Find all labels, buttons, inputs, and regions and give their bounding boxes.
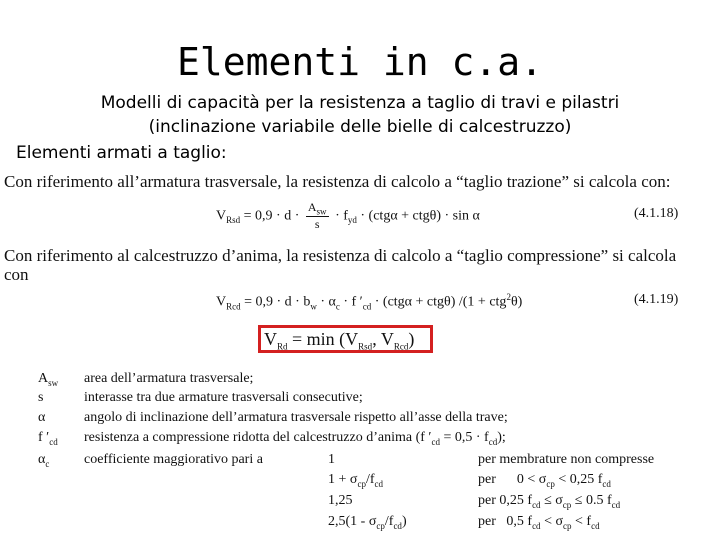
legend-desc-alphac: coefficiente maggiorativo pari a <box>84 452 263 467</box>
paragraph-compression-line-2: con <box>4 265 29 284</box>
alphac-value-1: 1 <box>328 452 335 467</box>
equation-number-2: (4.1.19) <box>634 292 679 307</box>
section-label: Elementi armati a taglio: <box>16 143 227 163</box>
alphac-condition-2: per $0 < \sigma_{cp} < 0,25$ $f_{cd}$ <box>478 472 611 489</box>
legend-desc-asw: area dell’armatura trasversale; <box>84 371 254 386</box>
page-title: Elementi in c.a. <box>176 40 544 84</box>
alphac-condition-2-prefix: per <box>478 472 496 487</box>
formula-vrd-min: $V_{Rd} = \min (V_{Rsd}$, $V_{Rcd}$) <box>264 329 415 352</box>
alphac-condition-3-prefix: per <box>478 493 496 508</box>
alphac-value-4: $2,5(1 - \sigma_{cp}/f_{cd})$ <box>328 514 407 531</box>
legend-symbol-alpha: α <box>38 410 46 425</box>
legend-desc-fcd: resistenza a compressione ridotta del calcestruzzo d’anima (f $'_{cd} = 0,5 \cdot f_{cd}$); <box>84 430 506 447</box>
legend-symbol-asw: $A_{sw}$ <box>38 371 59 388</box>
paragraph-tension: Con riferimento all’armatura trasversale, la resistenza di calcolo a “taglio trazione” si calcola con: <box>4 172 671 191</box>
formula-vrsd: $V_{Rsd} = 0,9 \cdot d$ · $\frac{A_{sw}}{s}$ · $f_{yd} \cdot (ctg\alpha + ctg\theta) \cdot \sin \alpha$ <box>216 200 480 232</box>
legend-symbol-s: s <box>38 390 44 405</box>
legend-symbol-alphac: $\alpha_c$ <box>38 452 50 469</box>
fraction-asw-s: $\frac{A_{sw}}{s}$ <box>307 200 327 232</box>
legend-desc-fcd-text: resistenza a compressione ridotta del calcestruzzo d’anima ( <box>84 430 421 445</box>
legend-symbol-fcd: f $'_{cd}$ <box>38 430 58 447</box>
alphac-condition-3: per 0,25 $f_{cd} \le \sigma_{cp} \le 0.5$ $f_{cd}$ <box>478 493 621 510</box>
alphac-value-2: $1 + \sigma_{cp}/f_{cd}$ <box>328 472 384 489</box>
subtitle-line-1: Modelli di capacità per la resistenza a taglio di travi e pilastri <box>100 93 620 113</box>
alphac-condition-4-prefix: per <box>478 514 496 529</box>
alphac-condition-1: per membrature non compresse <box>478 452 655 467</box>
legend-desc-s: interasse tra due armature trasversali consecutive; <box>84 390 363 405</box>
subtitle-line-2: (inclinazione variabile delle bielle di calcestruzzo) <box>148 117 572 137</box>
equation-number-1: (4.1.18) <box>634 206 679 221</box>
paragraph-compression-line-1: Con riferimento al calcestruzzo d’anima, la resistenza di calcolo a “taglio compressione” si calcola <box>4 246 677 265</box>
legend-desc-alpha: angolo di inclinazione dell’armatura trasversale rispetto all’asse della trave; <box>84 410 508 425</box>
alphac-condition-4: per 0,5 $f_{cd} < \sigma_{cp} < f_{cd}$ <box>478 514 600 531</box>
alphac-value-3: 1,25 <box>328 493 353 508</box>
formula-vrcd: $V_{Rcd} = 0,9 \cdot d \cdot b_w \cdot \alpha_c \cdot f$ $'_{cd} \cdot (ctg\alpha + ctg\theta) /(1 + ctg^2\theta)$ <box>216 292 523 312</box>
